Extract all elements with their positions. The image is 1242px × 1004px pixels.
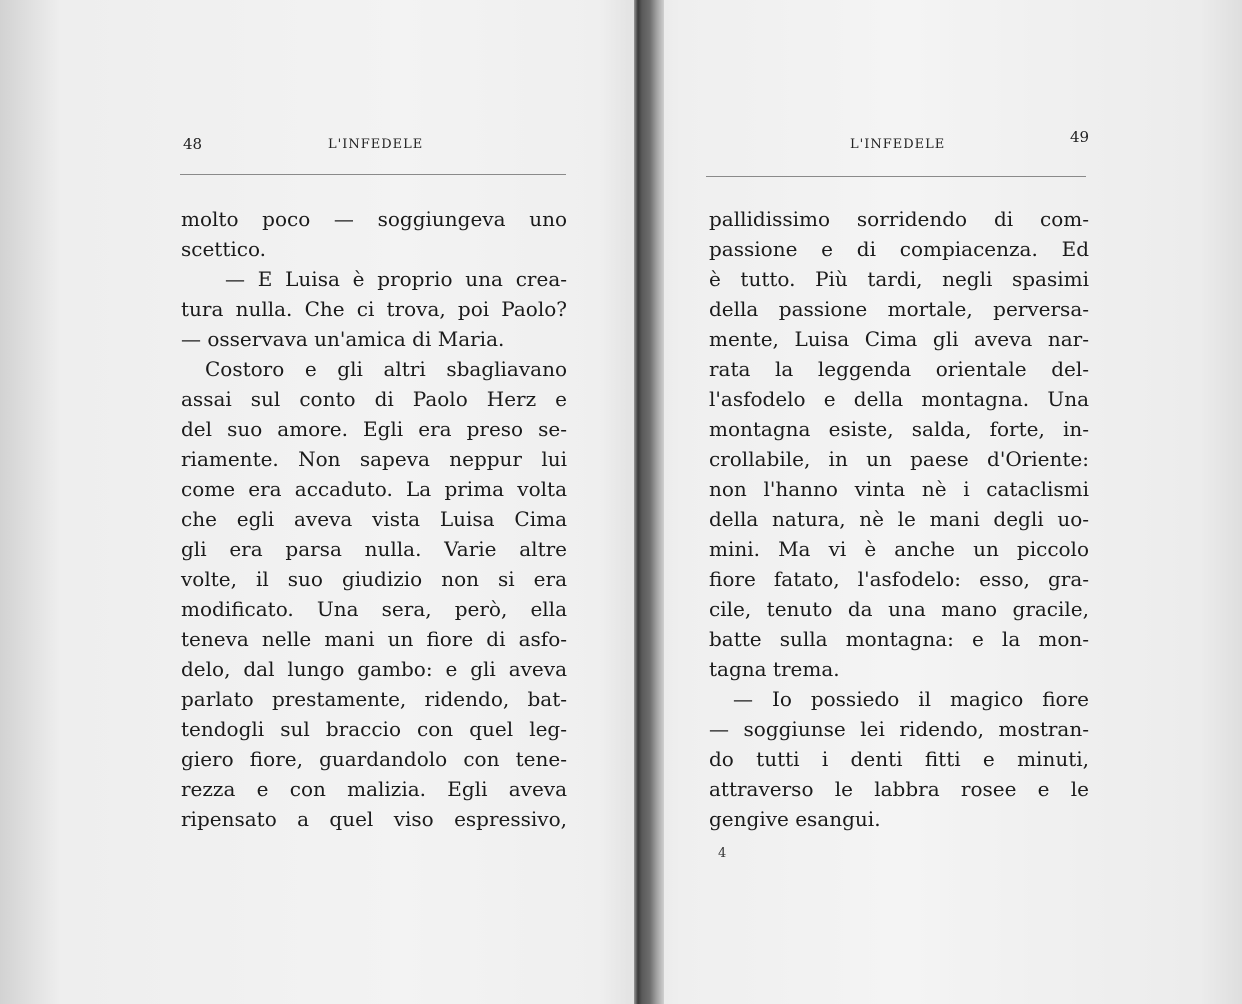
text-line: Costoro e gli altri sbagliavano xyxy=(205,357,567,381)
text-line: rata la leggenda orientale del- xyxy=(709,357,1089,381)
right-header-rule xyxy=(706,176,1086,177)
text-line: del suo amore. Egli era preso se- xyxy=(181,417,567,441)
text-line: montagna esiste, salda, forte, in- xyxy=(709,417,1089,441)
text-line: rezza e con malizia. Egli aveva xyxy=(181,777,567,801)
text-line: tura nulla. Che ci trova, poi Paolo? xyxy=(181,297,567,321)
text-line: volte, il suo giudizio non si era xyxy=(181,567,567,591)
text-line: mente, Luisa Cima gli aveva nar- xyxy=(709,327,1089,351)
text-line: mini. Ma vi è anche un piccolo xyxy=(709,537,1089,561)
text-line: è tutto. Più tardi, negli spasimi xyxy=(709,267,1089,291)
right-page-number: 49 xyxy=(1070,128,1090,146)
text-line: giero fiore, guardandolo con tene- xyxy=(181,747,567,771)
text-line: teneva nelle mani un fiore di asfo- xyxy=(181,627,567,651)
text-line: riamente. Non sapeva neppur lui xyxy=(181,447,567,471)
text-line: gli era parsa nulla. Varie altre xyxy=(181,537,567,561)
text-line: — E Luisa è proprio una crea- xyxy=(225,267,567,291)
text-line: cile, tenuto da una mano gracile, xyxy=(709,597,1089,621)
text-line: passione e di compiacenza. Ed xyxy=(709,237,1089,261)
text-line: della natura, nè le mani degli uo- xyxy=(709,507,1089,531)
left-body-text xyxy=(181,204,567,834)
text-line: fiore fatato, l'asfodelo: esso, gra- xyxy=(709,567,1089,591)
left-page-number: 48 xyxy=(183,135,203,153)
text-line: come era accaduto. La prima volta xyxy=(181,477,567,501)
text-line: assai sul conto di Paolo Herz e xyxy=(181,387,567,411)
text-line: — Io possiedo il magico fiore xyxy=(733,687,1089,711)
left-header-rule xyxy=(180,174,566,175)
text-line: attraverso le labbra rosee e le xyxy=(709,777,1089,801)
text-line: che egli aveva vista Luisa Cima xyxy=(181,507,567,531)
text-line: pallidissimo sorridendo di com- xyxy=(709,207,1089,231)
text-line: della passione mortale, perversa- xyxy=(709,297,1089,321)
text-line: batte sulla montagna: e la mon- xyxy=(709,627,1089,651)
right-running-head: L'INFEDELE xyxy=(850,137,946,152)
right-page xyxy=(664,0,1242,1004)
text-line: — osservava un'amica di Maria. xyxy=(181,327,505,351)
signature-mark: 4 xyxy=(718,846,727,861)
text-line: tendogli sul braccio con quel leg- xyxy=(181,717,567,741)
right-body-text xyxy=(709,204,1089,834)
text-line: scettico. xyxy=(181,237,267,261)
text-line: tagna trema. xyxy=(709,657,840,681)
text-line: delo, dal lungo gambo: e gli aveva xyxy=(181,657,567,681)
text-line: modificato. Una sera, però, ella xyxy=(181,597,567,621)
text-line: — soggiunse lei ridendo, mostran- xyxy=(709,717,1089,741)
text-line: non l'hanno vinta nè i cataclismi xyxy=(709,477,1089,501)
text-line: molto poco — soggiungeva uno xyxy=(181,207,567,231)
text-line: parlato prestamente, ridendo, bat- xyxy=(181,687,567,711)
book-gutter xyxy=(634,0,664,1004)
text-line: ripensato a quel viso espressivo, xyxy=(181,807,567,831)
text-line: l'asfodelo e della montagna. Una xyxy=(709,387,1089,411)
text-line: crollabile, in un paese d'Oriente: xyxy=(709,447,1089,471)
text-line: gengive esangui. xyxy=(709,807,881,831)
left-running-head: L'INFEDELE xyxy=(328,137,424,152)
text-line: do tutti i denti fitti e minuti, xyxy=(709,747,1089,771)
